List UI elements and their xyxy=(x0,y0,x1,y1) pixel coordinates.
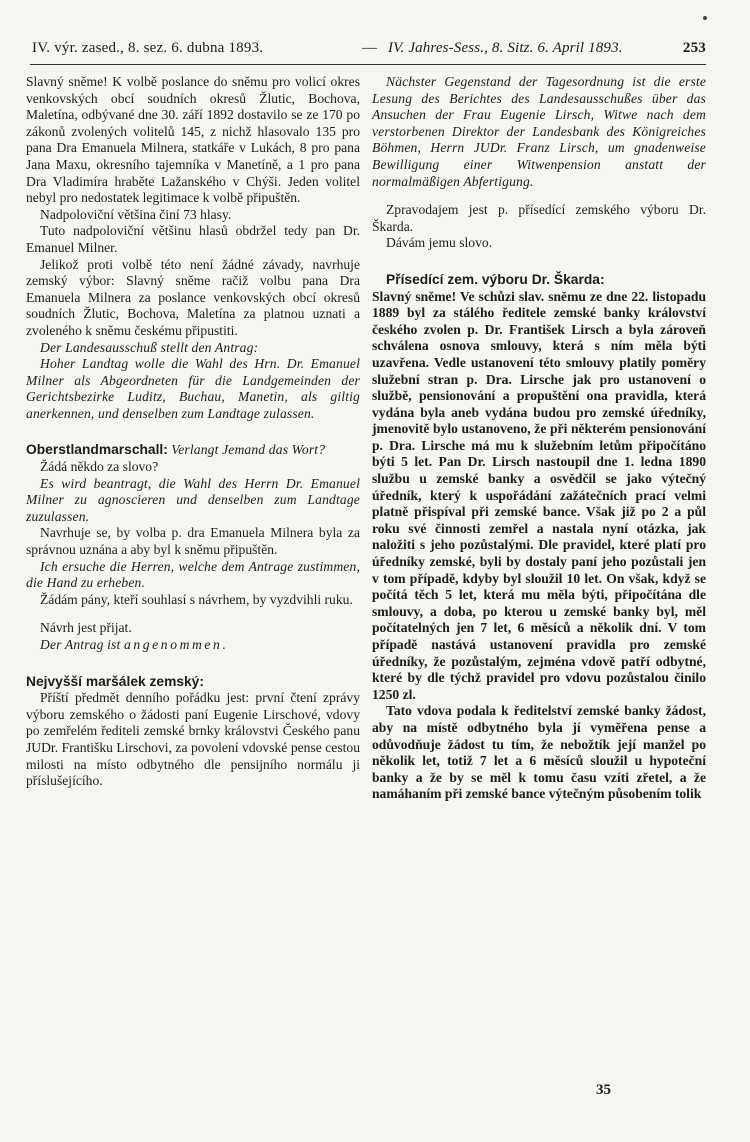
ink-dot xyxy=(703,16,707,20)
left-column xyxy=(26,74,360,790)
speaker-name: Oberstlandmarschall: xyxy=(26,442,168,458)
page-number: 253 xyxy=(682,40,706,56)
paragraph: Ich ersuche die Herren, welche dem Antrage zustimmen, die Hand zu erheben. xyxy=(26,558,360,591)
resolution-text: Der Antrag ist xyxy=(40,637,121,652)
paragraph: Návrh jest přijat. xyxy=(40,620,132,636)
paragraph: Žádá někdo za slovo? xyxy=(40,459,159,475)
right-column xyxy=(372,74,706,803)
paragraph: Der Landesausschuß stellt den Antrag: xyxy=(40,339,259,355)
paragraph: Jelikož proti volbě této není žádné závady, navrhuje zemský výbor: Slavný sněme račiž volbu pana Dra Emanuela Milnera za poslance venkovských obcí okresů soudních Žlutic, Bochova, Maletína za platnou uznati a zvoleného k sněmu českému připustiti. xyxy=(26,256,360,338)
paragraph: Navrhuje se, by volba p. dra Emanuela Milnera byla za správnou uznána a aby byl k sněmu připuštěn. xyxy=(26,525,360,558)
header-separator: — xyxy=(362,40,378,56)
header-german: IV. Jahres-Sess., 8. Sitz. 6. April 1893. xyxy=(388,40,623,56)
header-czech: IV. výr. zased., 8. sez. 6. dubna 1893. xyxy=(32,40,264,56)
paragraph: Tato vdova podala k ředitelství zemské banky žádost, aby na místě odbytného byla jí vyměřena pense a odůvodňuje žádost tu tím, že nebožtík její manžel po několik let, totiž 7 let a 6 měsíců sloužil u hypoteční banky a že by se měl k tomu času vzíti zřetel, a že namáhaním při zemské bance výtečným působením tolik xyxy=(372,703,706,802)
paragraph: Žádám pány, kteří souhlasí s návrhem, by vyzdvihli ruku. xyxy=(40,591,353,607)
speaker-name-line xyxy=(26,674,360,691)
paragraph: Slavný sněme! K volbě poslance do sněmu pro volicí okres venkovských obcí soudních okresů Žlutic, Bochova, Maletína, odbývané dne 30. září 1892 dostavilo se ze 170 po zákonů zvolených volitelů 145, z nichž hlasovalo 135 pro pana Dra Emanuela Milnera, statkáře v Lukách, 8 pro pana Jana Maxu, okresního tajemníka v Manetíně, a 1 pro pana Dra Vladimíra hraběte Lažanského v Chýši. Jeden volitel nebyl pro nedostatek legitimace k volbě připuštěn. xyxy=(26,74,360,206)
sheet-number: 35 xyxy=(596,1082,611,1098)
paragraph: Hoher Landtag wolle die Wahl des Hrn. Dr. Emanuel Milner als Abgeordneten für die Landgemeinden der Gerichtsbezirke Luditz, Buchau, Manetin, als giltig anerkennen, und denselben zum Landtage zulassen. xyxy=(26,356,360,421)
paragraph: Zpravodajem jest p. přísedící zemského výboru Dr. Škarda. xyxy=(372,202,706,234)
paragraph xyxy=(26,637,360,654)
speaker-name: Přísedící zem. výboru Dr. Škarda: xyxy=(386,271,605,287)
paragraph: Příští předmět denního pořádku jest: první čtení zprávy výboru zemského o žádosti paní Eugenie Lirschové, vdovy po zemřelém řediteli zemské brnky královstvi Českého panu JUDr. Františku Lirschovi, za povolení vdovské pense cestou milosti na místo odbytného dle pensijního normálu ji příslušejícího. xyxy=(26,690,360,789)
speaker-paragraph xyxy=(26,442,360,459)
page-header xyxy=(30,34,706,65)
resolution-emphasis: angenommen. xyxy=(123,637,229,652)
paragraph: Es wird beantragt, die Wahl des Herrn Dr. Emanuel Milner zu agnoscieren und denselben zum Landtage zuzulassen. xyxy=(26,475,360,524)
paragraph: Nadpoloviční většina činí 73 hlasy. xyxy=(40,206,232,222)
paragraph: Slavný sněme! Ve schůzi slav. sněmu ze dne 22. listopadu 1889 byl za stálého ředitele zemské banky království českého zvolen p. Dr. František Lirsch a byla zároveň schválena osnova smlouvy, která s ním měla býti uzavřena. Vedle ustanovení této smlouvy platily poměry služební stran p. Dra. Lirsche jak pro ustanovení o službě, pensionování a propuštění ona pravidla, která vydána byla aneb vydána budou pro zemské úředníky, jmenovitě bylo ustanoveno, že při některém pensionování p. Dra. Lirsche má mu k služebním letům připočítáno býti 5 let. Pan Dr. Lirsch nastoupil dne 1. ledna 1890 službu u zemské banky a osvědčil se jako výtečný úředník, který k uspořádání zažátečních prací velmi platně přispíval při zemské bance. Však již po 2 a půl roku své činnosti zemřel a nastala nyní otázka, jak naložiti s jeho pozůstalými. Dle pravidel, které platí pro úředníky zemské, byli by dostaly paní jeho pozůstali jen v tom případě, kdyby byl sloužil 10 let. On však, když se počítá těch 5 let, která mu měla býti, připočítána dle smlouvy, a doba, po kterou u zemské banky byl, měl počítatelných jen 7 let, 6 měsíců a několik dní. V tom případě nastává ustanovení pravidla pro zemské úředníky, že pozůstalým, zejména vdově patří odbytné, které by dle týchž pravidel pro vdovu pozůstalou činilo 1250 zl. xyxy=(372,288,706,702)
paragraph: Nächster Gegenstand der Tagesordnung ist die erste Lesung des Berichtes des Landesausschußes über das Ansuchen der Frau Eugenie Lirsch, Witwe nach dem verstorbenen Direktor der Landesbank des Königreiches Böhmen, Herrn JUDr. Franz Lirsch, um gnadenweise Bewilligung einer Witwenpension anstatt der normalmäßigen Abfertigung. xyxy=(372,74,706,189)
paragraph: Tuto nadpoloviční většinu hlasů obdržel tedy pan Dr. Emanuel Milner. xyxy=(26,223,360,255)
paragraph: Dávám jemu slovo. xyxy=(386,235,493,251)
speaker-paragraph xyxy=(372,272,706,289)
speech-text: Verlangt Jemand das Wort? xyxy=(171,442,326,458)
speaker-name: Nejvyšší maršálek zemský: xyxy=(26,673,204,689)
